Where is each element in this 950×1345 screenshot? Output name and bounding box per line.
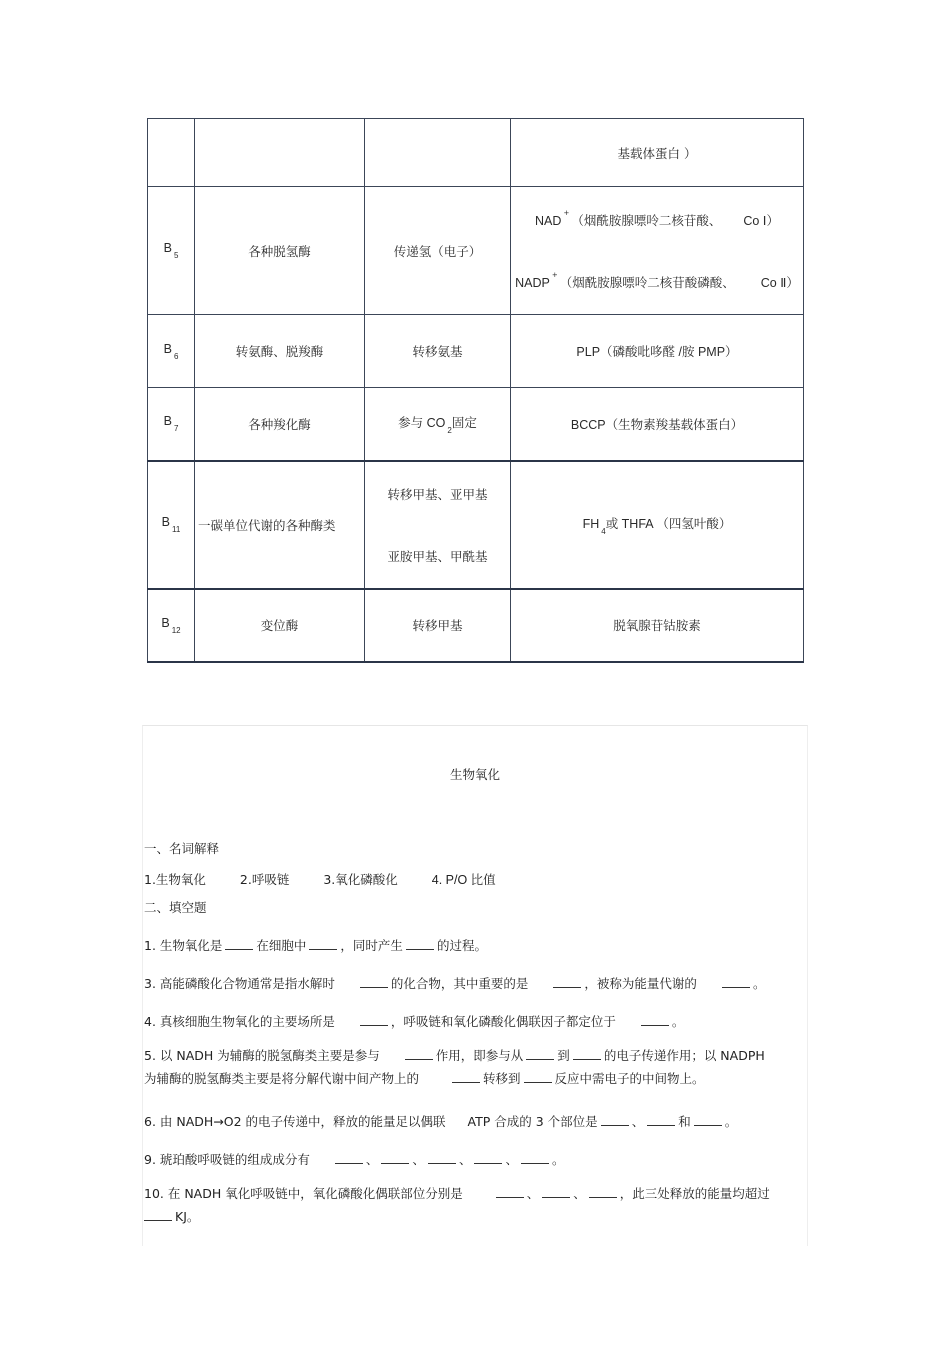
question-1: 1. 生物氧化是 在细胞中 ，同时产生 的过程。 xyxy=(144,938,487,953)
function-cell xyxy=(365,315,511,388)
vitamin-letter: B xyxy=(163,414,172,429)
vitamin-number: 12 xyxy=(171,625,181,635)
biological-oxidation-section xyxy=(142,725,808,1246)
coenzyme-line: NAD+ （烟酰胺腺嘌呤二核苷酸、 Co Ⅰ） xyxy=(535,208,779,228)
coenzyme-text: BCCP（生物素羧基载体蛋白） xyxy=(570,417,744,432)
terms-list xyxy=(144,870,496,888)
coenzyme-cell xyxy=(511,315,804,388)
function-cell: 参与 $CO_2$固定 xyxy=(365,388,511,461)
enzyme-text: 转氨酶、脱羧酶 xyxy=(235,344,324,359)
table-row xyxy=(148,315,804,388)
function-text: 转移氨基 xyxy=(412,344,463,359)
function-line: 亚胺甲基、甲酰基 xyxy=(387,548,488,564)
vitamin-cell xyxy=(148,589,195,662)
question-3: 3. 高能磷酸化合物通常是指水解时 的化合物，其中重要的是 ，被称为能量代谢的 。 xyxy=(144,976,766,991)
enzyme-text: 各种羧化酶 xyxy=(248,416,311,432)
function-text: 传递氢（电子） xyxy=(393,243,482,259)
question-4: 4. 真核细胞生物氧化的主要场所是 ，呼吸链和氧化磷酸化偶联因子都定位于 。 xyxy=(144,1014,685,1029)
enzyme-cell xyxy=(195,388,365,461)
vitamin-letter: B xyxy=(163,241,172,255)
vitamin-letter: B xyxy=(163,341,172,356)
vitamin-cell xyxy=(148,119,195,187)
table-row xyxy=(148,589,804,662)
coenzyme-text: 脱氧腺苷钴胺素 xyxy=(613,618,701,633)
function-cell xyxy=(365,589,511,662)
function-cell xyxy=(365,461,511,589)
function-line: 转移甲基、亚甲基 xyxy=(387,486,488,502)
term-item: 3.氧化磷酸化 xyxy=(323,872,398,887)
enzyme-cell xyxy=(195,589,365,662)
coenzyme-cell xyxy=(511,589,804,662)
coenzyme-text: PLP（磷酸吡哆醛 /胺 PMP） xyxy=(576,345,738,359)
vitamin-coenzyme-table xyxy=(147,118,804,663)
term-item: 4. P/O 比值 xyxy=(431,873,496,887)
table-row xyxy=(148,119,804,187)
question-5: 5. 以 NADH 为辅酶的脱氢酶类主要是参与 作用，即参与从 到 的电子传递作用；以 NADPH 为辅酶的脱氢酶类主要是将分解代谢中间产物上的 转移到 反应中需电子的中间物上。 xyxy=(144,1048,765,1086)
vitamin-number: 7 xyxy=(173,424,179,434)
term-item: 2.呼吸链 xyxy=(239,872,290,887)
vitamin-number: 5 xyxy=(173,251,179,260)
part1-heading: 一、名词解释 xyxy=(144,841,220,856)
function-cell xyxy=(365,187,511,315)
enzyme-text: 变位酶 xyxy=(260,618,299,633)
table-row xyxy=(148,461,804,589)
section-title: 生物氧化 xyxy=(449,767,500,782)
part2-heading: 二、填空题 xyxy=(144,900,207,915)
coenzyme-cell xyxy=(511,119,804,187)
vitamin-cell xyxy=(148,461,195,589)
vitamin-cell xyxy=(148,187,195,315)
coenzyme-cell xyxy=(511,187,804,315)
question-10: 10. 在 NADH 氧化呼吸链中，氧化磷酸化偶联部位分别是 、 、 ，此三处释放的能量均超过 KJ。 xyxy=(144,1186,770,1224)
question-6: 6. 由 NADH→O2 的电子传递中，释放的能量足以偶联 ATP 合成的 3 个部位是 、 和 。 xyxy=(144,1114,738,1129)
coenzyme-line: NADP+ （烟酰胺腺嘌呤二核苷酸磷酸、 Co Ⅱ） xyxy=(515,270,799,290)
enzyme-text: 一碳单位代谢的各种酶类 xyxy=(198,517,336,533)
function-cell xyxy=(365,119,511,187)
table-row xyxy=(148,388,804,461)
vitamin-cell xyxy=(148,315,195,388)
function-text: 参与 CO xyxy=(398,415,446,430)
coenzyme-cell xyxy=(511,388,804,461)
table-row xyxy=(148,187,804,315)
question-9: 9. 琥珀酸呼吸链的组成成分有 、 、 、 、 。 xyxy=(144,1152,565,1167)
enzyme-cell xyxy=(195,315,365,388)
vitamin-cell xyxy=(148,388,195,461)
enzyme-cell xyxy=(195,119,365,187)
enzyme-cell xyxy=(195,461,365,589)
enzyme-cell xyxy=(195,187,365,315)
coenzyme-text: FH xyxy=(582,516,600,531)
coenzyme-text: 基载体蛋白 ） xyxy=(617,145,697,161)
function-text: 转移甲基 xyxy=(412,618,463,633)
term-item: 1.生物氧化 xyxy=(144,872,206,887)
enzyme-text: 各种脱氢酶 xyxy=(248,243,311,259)
vitamin-number: 11 xyxy=(172,525,181,534)
vitamin-number: 6 xyxy=(173,351,179,361)
vitamin-letter: B xyxy=(161,515,171,529)
coenzyme-cell: $FH_4$或 THFA （四氢叶酸） xyxy=(511,461,804,589)
vitamin-letter: B xyxy=(161,615,170,630)
